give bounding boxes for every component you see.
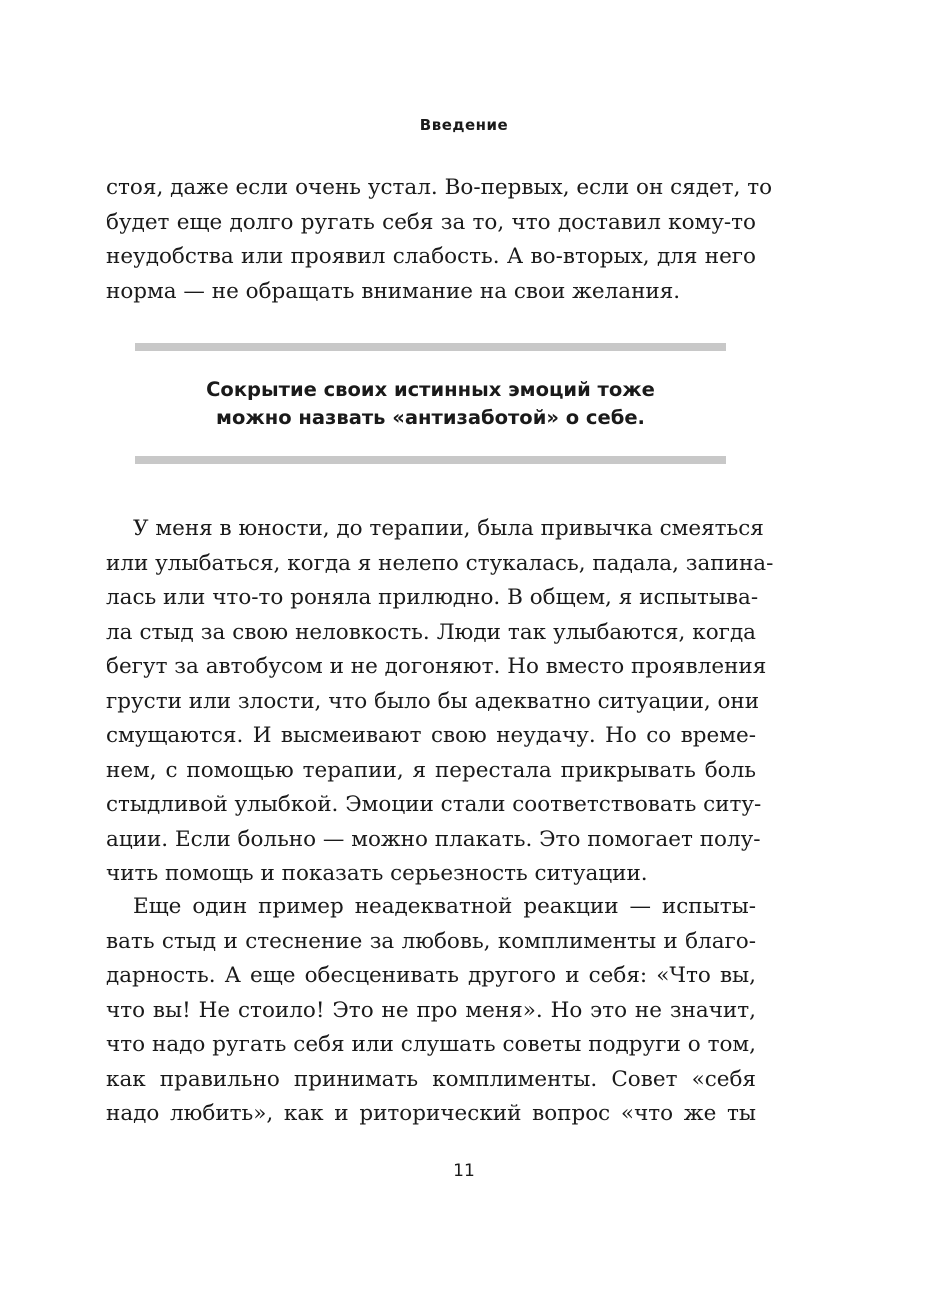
page-number: 11 [453,1161,475,1181]
paragraph [106,890,756,1132]
text-line: дарность. А еще обесценивать другого и себя: «Что вы, [106,963,756,988]
text-line: что надо ругать себя или слушать советы подруги о том, [106,1032,756,1057]
callout-top-rule [135,343,726,351]
text-line: или улыбаться, когда я нелепо стукалась, падала, запина- [106,550,774,576]
pull-quote-line: можно назвать «антизаботой» о себе. [216,406,645,429]
text-line: стоя, даже если очень устал. Во-первых, если он сядет, то [106,175,773,200]
text-line: стыдливой улыбкой. Эмоции стали соответствовать ситу- [106,792,762,817]
pull-quote-line: Сокрытие своих истинных эмоций тоже [206,378,655,401]
text-line: лась или что-то роняла прилюдно. В общем, я испытыва- [106,585,759,610]
text-line: вать стыд и стеснение за любовь, комплименты и благо- [106,928,756,954]
text-line: Еще один пример неадекватной реакции — испыты- [133,894,756,919]
text-line: будет еще долго ругать себя за то, что доставил кому-то [106,209,756,235]
text-line: смущаются. И высмеивают свою неудачу. Но со време- [106,723,756,748]
paragraph [106,512,774,892]
text-line: как правильно принимать комплименты. Совет «себя [106,1066,756,1092]
running-head: Введение [419,116,509,134]
text-line: чить помощь и показать серьезность ситуации. [106,861,648,886]
text-line: неудобства или проявил слабость. А во-вторых, для него [106,244,756,269]
text-line: норма — не обращать внимание на свои желания. [106,278,681,304]
text-line: ации. Если больно — можно плакать. Это помогает полу- [106,826,761,852]
text-line: надо любить», как и риторический вопрос «что же ты [106,1101,756,1126]
pull-quote [135,376,726,432]
text-line: что вы! Не стоило! Это не про меня». Но это не значит, [106,997,756,1023]
text-line: грусти или злости, что было бы адекватно ситуации, они [106,688,760,714]
callout-bottom-rule [135,456,726,464]
paragraph-continued [106,171,773,309]
text-line: нем, с помощью терапии, я перестала прикрывать боль [106,757,756,783]
text-line: ла стыд за свою неловкость. Люди так улыбаются, когда [106,619,756,645]
text-line: У меня в юности, до терапии, была привычка смеяться [133,516,764,541]
text-line: бегут за автобусом и не догоняют. Но вместо проявления [106,654,767,679]
